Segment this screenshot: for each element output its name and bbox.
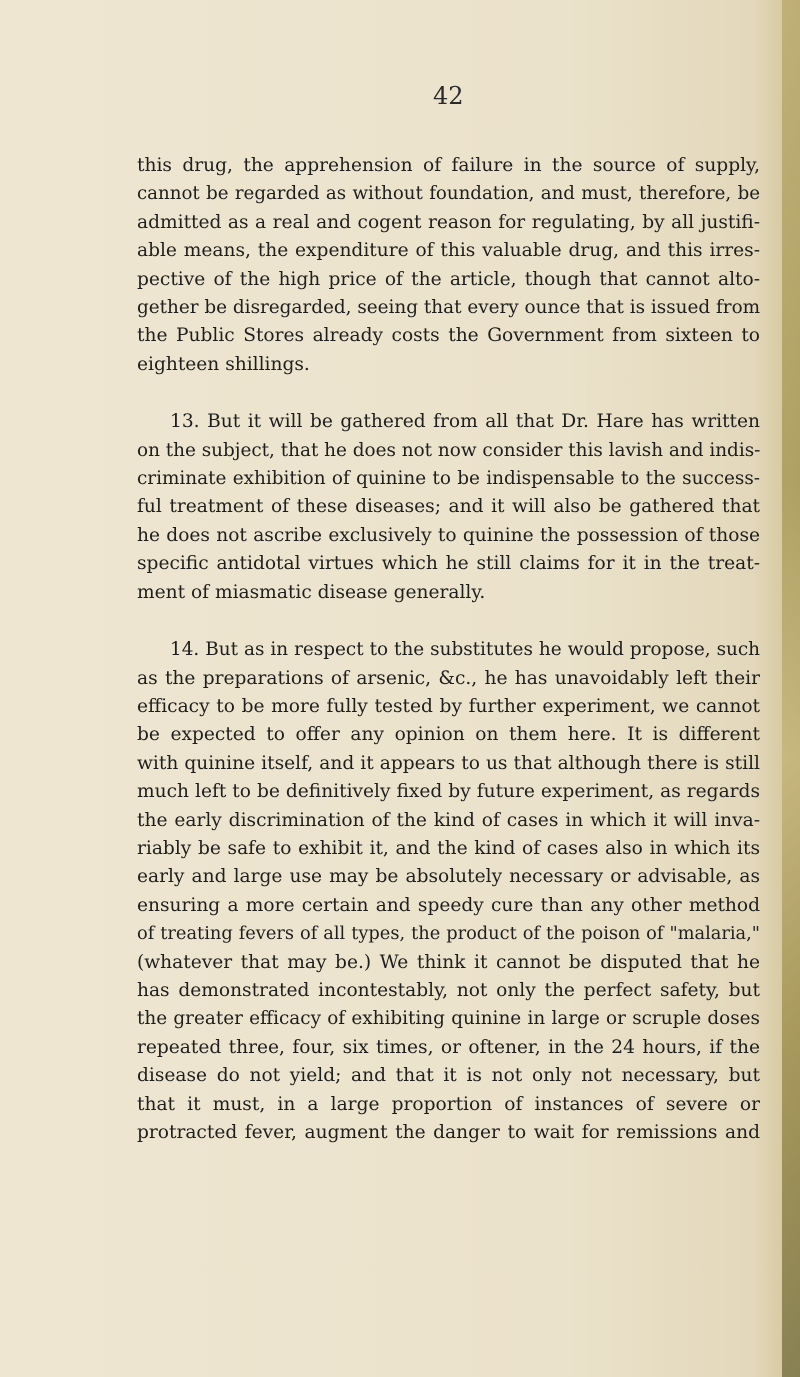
text-line: as the preparations of arsenic, &c., he has unavoidably left their (137, 667, 760, 689)
text-line: that it must, in a large proportion of instances of severe or (137, 1093, 760, 1115)
text-line: repeated three, four, six times, or oftener, in the 24 hours, if the (137, 1036, 760, 1058)
text-line: ful treatment of these diseases; and it will also be gathered that (137, 496, 760, 518)
text-line: admitted as a real and cogent reason for regulating, by all justifi- (137, 211, 760, 233)
paragraph-14 (137, 636, 760, 1147)
text-line: pective of the high price of the article, though that cannot alto- (137, 268, 760, 290)
text-line: efficacy to be more fully tested by further experiment, we cannot (137, 695, 760, 717)
text-line: (whatever that may be.) We think it cannot be disputed that he (137, 951, 760, 973)
text-line: with quinine itself, and it appears to us that although there is still (137, 752, 760, 774)
text-line: of treating fevers of all types, the product of the poison of "malaria," (137, 923, 760, 945)
text-line: eighteen shillings. (137, 353, 310, 375)
paragraph-13 (137, 408, 760, 607)
text-line: protracted fever, augment the danger to wait for remissions and (137, 1122, 760, 1143)
text-line: specific antidotal virtues which he still claims for it in the treat- (137, 553, 760, 575)
text-line: gether be disregarded, seeing that every ounce that is issued from (137, 297, 761, 319)
text-line: the Public Stores already costs the Government from sixteen to (137, 325, 760, 347)
page-edge-stain (782, 0, 800, 1377)
text-line: ensuring a more certain and speedy cure than any other method (137, 894, 760, 916)
text-line: the greater efficacy of exhibiting quinine in large or scruple doses (137, 1008, 760, 1030)
body-text (137, 152, 760, 1147)
text-line: ment of miasmatic disease generally. (137, 581, 486, 603)
text-line: has demonstrated incontestably, not only the perfect safety, but (137, 979, 760, 1001)
paragraph-1 (137, 152, 760, 379)
text-line: cannot be regarded as without foundation, and must, therefore, be (137, 183, 760, 205)
page-number: 42 (433, 82, 464, 110)
text-line: disease do not yield; and that it is not only not necessary, but (137, 1065, 760, 1087)
text-line: this drug, the apprehension of failure in the source of supply, (137, 155, 760, 176)
text-line: able means, the expenditure of this valuable drug, and this irres- (137, 240, 760, 262)
text-line: he does not ascribe exclusively to quinine the possession of those (137, 524, 760, 546)
text-line: be expected to offer any opinion on them here. It is different (137, 724, 760, 746)
text-line: riably be safe to exhibit it, and the kind of cases also in which its (137, 837, 760, 859)
text-line: on the subject, that he does not now consider this lavish and indis- (137, 439, 761, 461)
text-line: 13. But it will be gathered from all that Dr. Hare has written (170, 411, 760, 433)
text-line: 14. But as in respect to the substitutes he would propose, such (170, 639, 760, 661)
text-line: early and large use may be absolutely necessary or advisable, as (137, 866, 760, 888)
text-line: criminate exhibition of quinine to be indispensable to the success- (137, 468, 760, 490)
text-line: the early discrimination of the kind of cases in which it will inva- (137, 809, 760, 831)
text-line: much left to be definitively fixed by future experiment, as regards (137, 781, 760, 803)
